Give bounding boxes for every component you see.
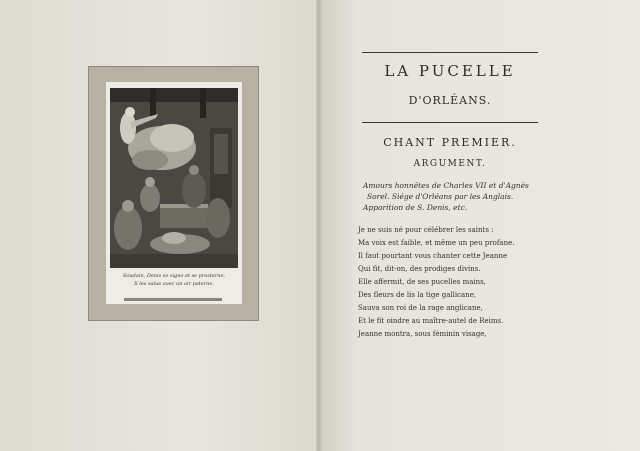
verse-line: Et le fit oindre au maître-autel de Reims. — [358, 317, 504, 325]
verse-line: Qui fit, dit-on, des prodiges divins. — [358, 265, 481, 273]
book-gutter — [316, 0, 322, 451]
engraving-illustration — [110, 88, 238, 268]
engraving-scene-image — [110, 88, 238, 268]
caption-line: Soudain, Denis se signe et se prosterne, — [123, 273, 225, 279]
verse-line: Je ne suis né pour célébrer les saints : — [358, 226, 494, 234]
argument-line: Apparition de S. Denis, etc. — [363, 203, 468, 212]
verse-line: Elle affermit, de ses pucelles mains, — [358, 278, 486, 286]
engraving-caption — [110, 272, 238, 288]
argument-heading: ARGUMENT. — [413, 159, 487, 169]
argument-line: Sorel. Siége d'Orléans par les Anglais. — [367, 192, 514, 201]
verse-line: Il faut pourtant vous chanter cette Jeanne — [358, 252, 508, 260]
caption-line: Il les salue avec un air paterne. — [134, 281, 214, 287]
top-rule — [362, 52, 538, 53]
verse-line: Jeanne montra, sous féminin visage, — [358, 330, 487, 338]
title-underline — [362, 122, 538, 123]
page-subtitle: D'ORLÉANS. — [408, 94, 492, 107]
verse-line: Des fleurs de lis la tige gallicane, — [358, 291, 477, 299]
verse-line: Sauva son roi de la rage anglicane, — [358, 304, 483, 312]
argument-text — [363, 180, 543, 213]
page-title: LA PUCELLE — [384, 62, 516, 80]
chant-heading: CHANT PREMIER. — [383, 136, 517, 149]
argument-line: Amours honnêtes de Charles VII et d'Agnès — [363, 181, 529, 190]
plate-bottom-rule — [124, 298, 222, 301]
verse-line: Ma voix est faible, et même un peu profane. — [358, 239, 515, 247]
